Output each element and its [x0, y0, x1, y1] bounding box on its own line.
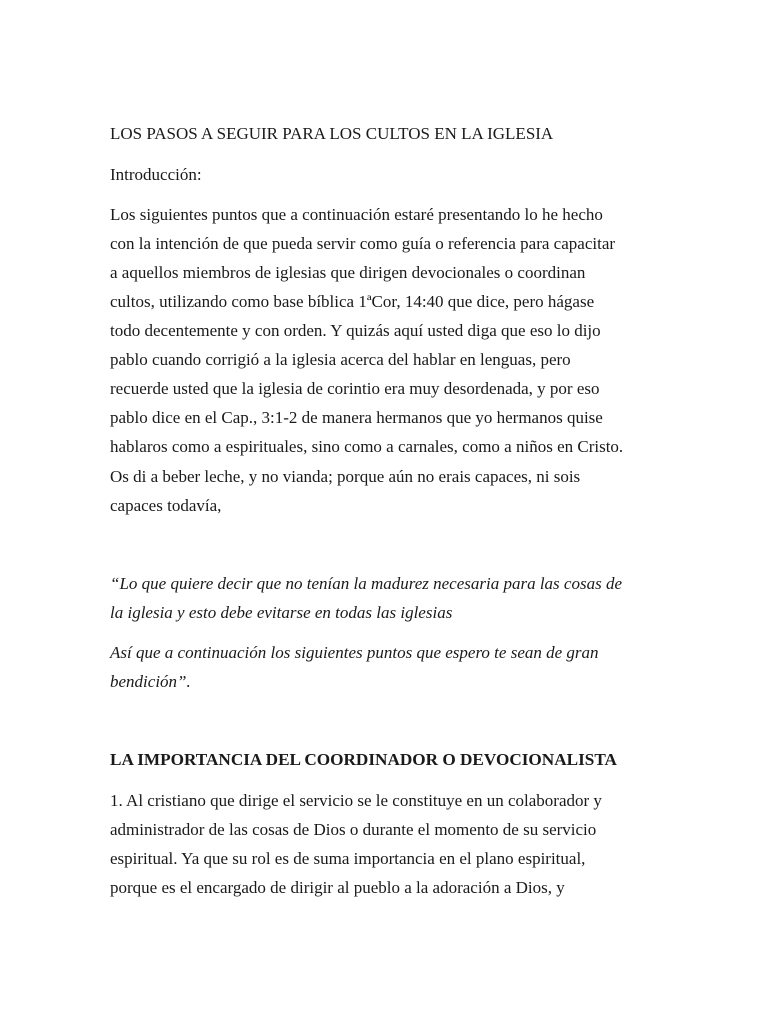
intro-label: Introducción:	[110, 165, 202, 184]
paragraph-line: administrador de las cosas de Dios o durante el momento de su servicio	[110, 820, 597, 839]
paragraph-line: pablo dice en el Cap., 3:1-2 de manera hermanos que yo hermanos quise	[110, 408, 603, 427]
paragraph-line: todo decentemente y con orden. Y quizás aquí usted diga que eso lo dijo	[110, 321, 601, 340]
paragraph-line: 1. Al cristiano que dirige el servicio se le constituye en un colaborador y	[110, 791, 602, 810]
document-title: LOS PASOS A SEGUIR PARA LOS CULTOS EN LA IGLESIA	[110, 124, 554, 143]
quote-line: “Lo que quiere decir que no tenían la madurez necesaria para las cosas de	[110, 574, 622, 593]
paragraph-line: a aquellos miembros de iglesias que dirigen devocionales o coordinan	[110, 263, 586, 282]
section-heading: LA IMPORTANCIA DEL COORDINADOR O DEVOCIONALISTA	[110, 750, 617, 769]
paragraph-line: recuerde usted que la iglesia de corintio era muy desordenada, y por eso	[110, 379, 600, 398]
paragraph-line: capaces todavía,	[110, 496, 222, 515]
paragraph-line: hablaros como a espirituales, sino como a carnales, como a niños en Cristo.	[110, 437, 624, 456]
quote-line: la iglesia y esto debe evitarse en todas las iglesias	[110, 603, 453, 622]
paragraph-line: Los siguientes puntos que a continuación estaré presentando lo he hecho	[110, 205, 603, 224]
paragraph-line: porque es el encargado de dirigir al pueblo a la adoración a Dios, y	[110, 878, 565, 897]
quote-line: Así que a continuación los siguientes puntos que espero te sean de gran	[110, 643, 599, 662]
paragraph-line: con la intención de que pueda servir como guía o referencia para capacitar	[110, 234, 616, 253]
paragraph-line: pablo cuando corrigió a la iglesia acerca del hablar en lenguas, pero	[110, 350, 571, 369]
quote-line: bendición”.	[110, 672, 191, 691]
paragraph-line: cultos, utilizando como base bíblica 1ªCor, 14:40 que dice, pero hágase	[110, 292, 595, 311]
paragraph-line: Os di a beber leche, y no vianda; porque aún no erais capaces, ni sois	[110, 467, 581, 486]
paragraph-line: espiritual. Ya que su rol es de suma importancia en el plano espiritual,	[110, 849, 586, 868]
